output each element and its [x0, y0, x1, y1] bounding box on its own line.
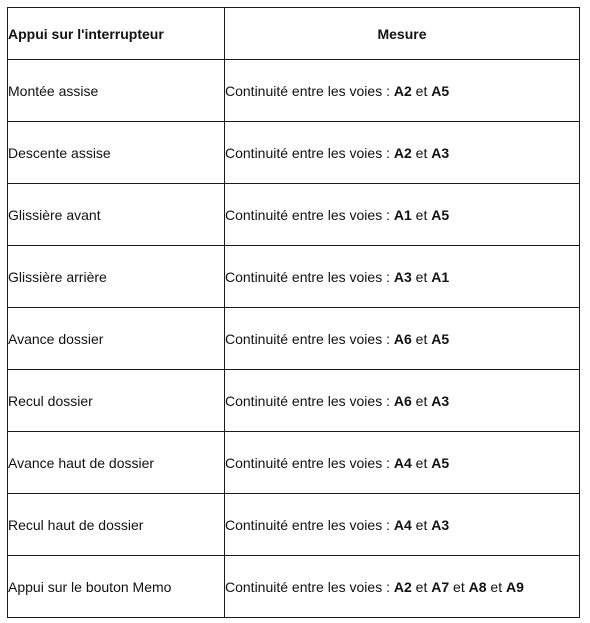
way-label: A4 [393, 516, 412, 533]
measure-prefix: Continuité entre les voies : [225, 144, 390, 161]
measure-prefix: Continuité entre les voies : [225, 578, 390, 595]
table-row [8, 494, 580, 556]
switch-action-cell: Appui sur le bouton Memo [8, 556, 225, 618]
way-label: A4 [393, 454, 412, 471]
table-row [8, 556, 580, 618]
table-row [8, 432, 580, 494]
switch-measure-table [7, 7, 580, 618]
switch-action-cell: Montée assise [8, 60, 225, 122]
way-label: A5 [431, 82, 450, 99]
measure-prefix: Continuité entre les voies : [225, 392, 390, 409]
measure-cell [225, 308, 580, 370]
way-label: A1 [431, 268, 450, 285]
conjunction-text: et [415, 454, 428, 471]
header-switch-press: Appui sur l'interrupteur [8, 8, 225, 60]
table-row [8, 60, 580, 122]
measure-prefix: Continuité entre les voies : [225, 454, 390, 471]
measure-cell [225, 432, 580, 494]
conjunction-text: et [415, 268, 428, 285]
conjunction-text: et [415, 516, 428, 533]
conjunction-text: et [415, 330, 428, 347]
way-label: A8 [468, 578, 487, 595]
measure-cell [225, 556, 580, 618]
measure-cell [225, 246, 580, 308]
measure-prefix: Continuité entre les voies : [225, 206, 390, 223]
way-label: A2 [393, 144, 412, 161]
measure-prefix: Continuité entre les voies : [225, 330, 390, 347]
measure-cell [225, 122, 580, 184]
conjunction-text: et [415, 392, 428, 409]
conjunction-text: et [453, 578, 465, 595]
table-row [8, 184, 580, 246]
table-row [8, 370, 580, 432]
table-row [8, 308, 580, 370]
switch-action-cell: Recul dossier [8, 370, 225, 432]
way-label: A3 [393, 268, 412, 285]
measure-prefix: Continuité entre les voies : [225, 82, 390, 99]
switch-action-cell: Avance haut de dossier [8, 432, 225, 494]
way-label: A5 [431, 206, 450, 223]
measure-cell [225, 370, 580, 432]
switch-action-cell: Glissière arrière [8, 246, 225, 308]
way-label: A5 [431, 330, 450, 347]
switch-action-cell: Glissière avant [8, 184, 225, 246]
conjunction-text: et [415, 82, 428, 99]
switch-action-cell: Descente assise [8, 122, 225, 184]
switch-action-cell: Avance dossier [8, 308, 225, 370]
way-label: A2 [393, 82, 412, 99]
conjunction-text: et [415, 206, 428, 223]
table-header-row [8, 8, 580, 60]
switch-action-cell: Recul haut de dossier [8, 494, 225, 556]
way-label: A3 [431, 516, 450, 533]
table-row [8, 122, 580, 184]
conjunction-text: et [415, 144, 428, 161]
conjunction-text: et [415, 578, 428, 595]
way-label: A2 [393, 578, 412, 595]
way-label: A6 [393, 392, 412, 409]
way-label: A5 [431, 454, 450, 471]
measure-prefix: Continuité entre les voies : [225, 268, 390, 285]
way-label: A7 [431, 578, 450, 595]
way-label: A1 [393, 206, 412, 223]
measure-cell [225, 494, 580, 556]
table-body [8, 60, 580, 618]
conjunction-text: et [490, 578, 503, 595]
measure-prefix: Continuité entre les voies : [225, 516, 390, 533]
header-measure: Mesure [225, 8, 580, 60]
way-label: A3 [431, 392, 450, 409]
measure-cell [225, 184, 580, 246]
way-label: A3 [431, 144, 450, 161]
measure-cell [225, 60, 580, 122]
table-row [8, 246, 580, 308]
way-label: A6 [393, 330, 412, 347]
way-label: A9 [506, 578, 524, 595]
